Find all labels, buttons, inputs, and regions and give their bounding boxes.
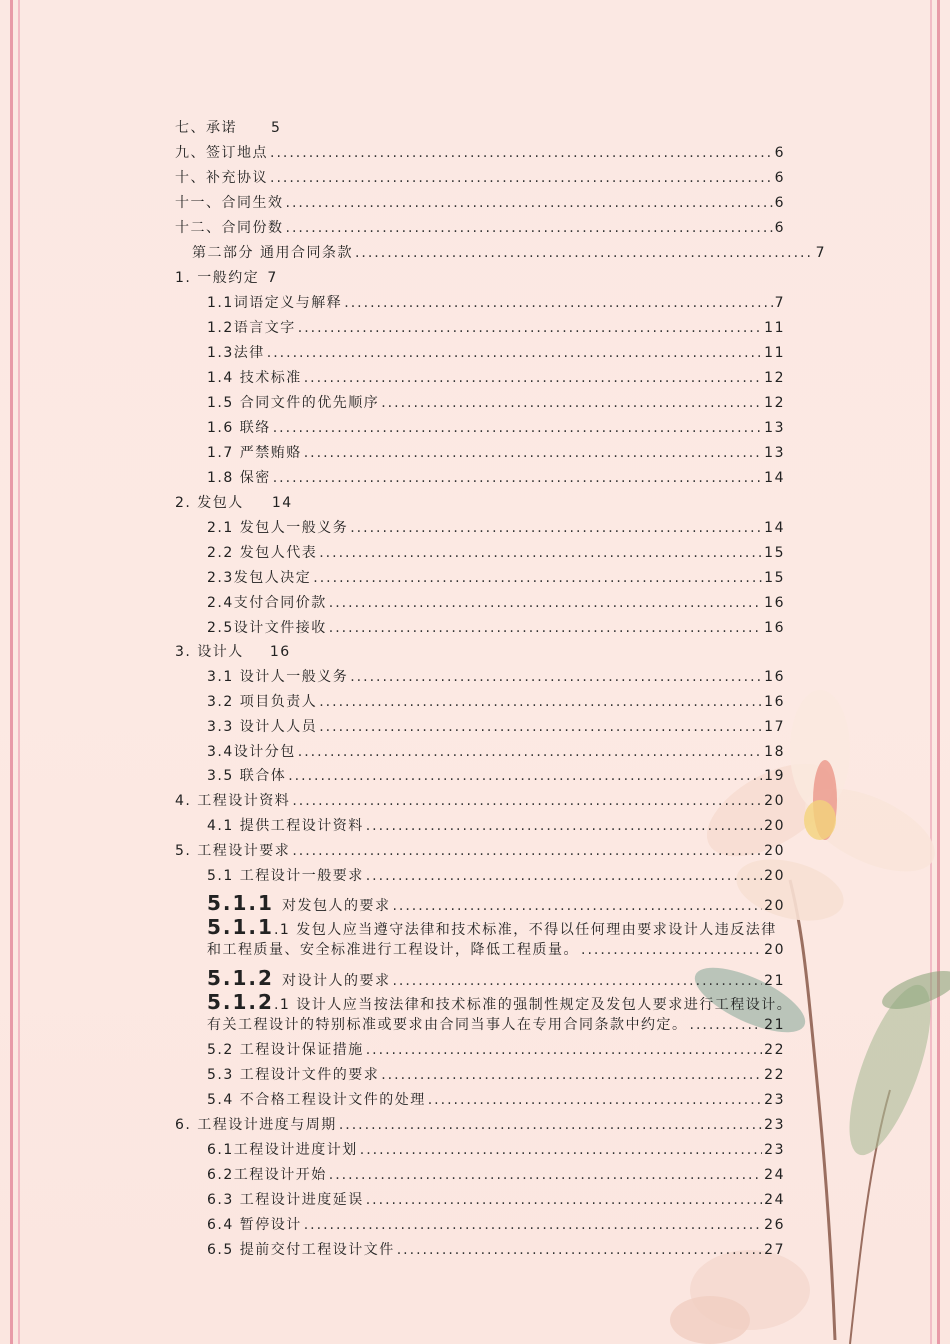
toc-entry[interactable]: 6.5 提前交付工程设计文件 ..... 27	[207, 1239, 785, 1261]
toc-entry[interactable]: 第二部分 通用合同条款 ..... 7	[192, 242, 826, 264]
toc-entry[interactable]: 6. 工程设计进度与周期 ..... 23	[175, 1114, 785, 1136]
toc-entry[interactable]: 5.4 不合格工程设计文件的处理 ..... 23	[207, 1089, 785, 1111]
toc-entry[interactable]: 2.4支付合同价款 ..... 16	[207, 592, 785, 614]
toc-entry[interactable]: 6.2工程设计开始 ..... 24	[207, 1164, 785, 1186]
toc-entry[interactable]: 九、签订地点 ..... 6	[175, 142, 785, 164]
toc-entry[interactable]: 4.1 提供工程设计资料 ..... 20	[207, 815, 785, 837]
toc-entry[interactable]: 5.3 工程设计文件的要求 ..... 22	[207, 1064, 785, 1086]
toc-entry[interactable]: 1.1词语定义与解释 ..... 7	[207, 292, 785, 314]
toc-entry[interactable]: 3.3 设计人人员 ..... 17	[207, 716, 785, 738]
toc-entry[interactable]: 七、承诺 5	[175, 120, 282, 136]
toc-entry[interactable]: 2.5设计文件接收 ..... 16	[207, 617, 785, 639]
toc-entry[interactable]: 5.1 工程设计一般要求 ..... 20	[207, 865, 785, 887]
toc-entry[interactable]: 1.3法律 ..... 11	[207, 342, 785, 364]
toc-entry[interactable]: 十二、合同份数 ..... 6	[175, 217, 785, 239]
toc-entry[interactable]: 1.6 联络 ..... 13	[207, 417, 785, 439]
toc-entry[interactable]: 3.4设计分包 ..... 18	[207, 741, 785, 763]
toc-entry[interactable]: 5.1.1.1 发包人应当遵守法律和技术标准，不得以任何理由要求设计人违反法律	[207, 915, 777, 939]
toc-entry[interactable]: 2.1 发包人一般义务 ..... 14	[207, 517, 785, 539]
toc-entry[interactable]: 4. 工程设计资料 ..... 20	[175, 790, 785, 812]
toc-entry-continuation[interactable]: 有关工程设计的特别标准或要求由合同当事人在专用合同条款中约定。 ..... 21	[207, 1014, 785, 1036]
toc-entry[interactable]: 2.2 发包人代表 ..... 15	[207, 542, 785, 564]
toc-entry[interactable]: 2. 发包人 14	[175, 495, 293, 511]
toc-entry[interactable]: 1.4 技术标准 ..... 12	[207, 367, 785, 389]
toc-entry[interactable]: 6.1工程设计进度计划 ..... 23	[207, 1139, 785, 1161]
toc-entry[interactable]: 1.2语言文字 ..... 11	[207, 317, 785, 339]
toc-entry[interactable]: 十一、合同生效 ..... 6	[175, 192, 785, 214]
toc-entry[interactable]: 5.1.2 对设计人的要求 ..... 21	[207, 965, 785, 991]
toc-entry[interactable]: 1.8 保密 ..... 14	[207, 467, 785, 489]
toc-entry[interactable]: 1. 一般约定 7	[175, 270, 278, 286]
toc-entry[interactable]: 5.2 工程设计保证措施 ..... 22	[207, 1039, 785, 1061]
toc-entry[interactable]: 6.3 工程设计进度延误 ..... 24	[207, 1189, 785, 1211]
toc-entry[interactable]: 3.5 联合体 ..... 19	[207, 765, 785, 787]
toc-entry[interactable]: 3.2 项目负责人 ..... 16	[207, 691, 785, 713]
toc-entry[interactable]: 3.1 设计人一般义务 ..... 16	[207, 666, 785, 688]
toc-entry[interactable]: 5.1.1 对发包人的要求 ..... 20	[207, 890, 785, 916]
toc-entry[interactable]: 6.4 暂停设计 ..... 26	[207, 1214, 785, 1236]
toc-entry[interactable]: 1.7 严禁贿赂 ..... 13	[207, 442, 785, 464]
toc-entry-continuation[interactable]: 和工程质量、安全标准进行工程设计，降低工程质量。 ..... 20	[207, 939, 785, 961]
toc-entry[interactable]: 2.3发包人决定 ..... 15	[207, 567, 785, 589]
toc-entry[interactable]: 3. 设计人 16	[175, 644, 291, 660]
toc-entry[interactable]: 5. 工程设计要求 ..... 20	[175, 840, 785, 862]
toc-entry[interactable]: 十、补充协议 ..... 6	[175, 167, 785, 189]
toc-entry[interactable]: 1.5 合同文件的优先顺序 ..... 12	[207, 392, 785, 414]
toc-entry[interactable]: 5.1.2.1 设计人应当按法律和技术标准的强制性规定及发包人要求进行工程设计。	[207, 990, 793, 1014]
